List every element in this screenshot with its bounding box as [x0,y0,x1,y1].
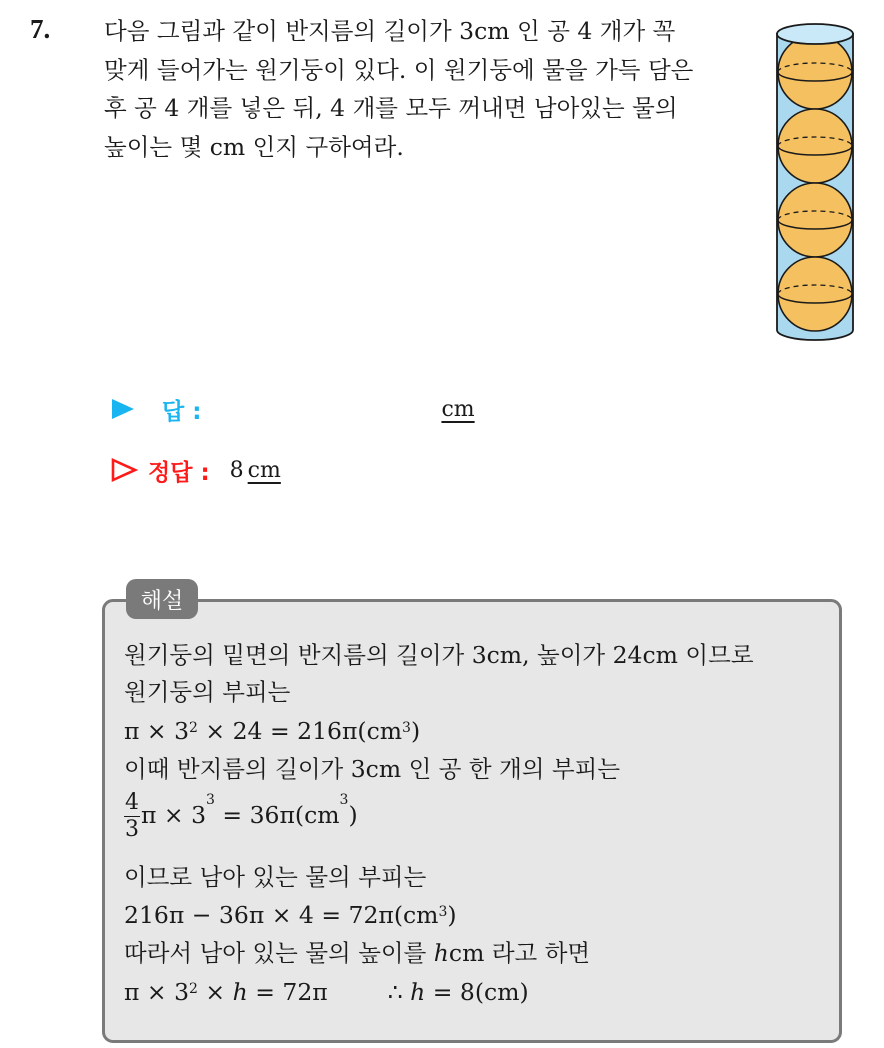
explanation-formula-height: $\pi \times 3^2 \times h = 72\pi$ ∴ h = 8(cm) [124,978,529,1006]
question-line: 맞게 들어가는 원기둥이 있다. 이 원기둥에 물을 가득 담은 [104,55,694,84]
ball [778,183,852,257]
outline-arrow-icon [110,457,138,483]
question-line: 다음 그림과 같이 반지름의 길이가 3cm 인 공 4 개가 꼭 [104,17,676,45]
play-arrow-icon [110,397,136,421]
explanation-formula-cylinder-volume: $\pi \times 3^2 \times 24 = 216\pi(cm^3)$ [124,717,421,745]
correct-answer-value: 8 [229,457,244,483]
cylinder-top [777,24,853,44]
explanation-line-8: 따라서 남아 있는 물의 높이를 hcm 라고 하면 [124,939,591,967]
ball [778,257,852,331]
correct-answer-row [110,452,281,488]
question-text [104,12,754,166]
ball [778,109,852,183]
answer-row [110,391,475,427]
explanation-line-6: 이므로 남아 있는 물의 부피는 [124,863,427,891]
question-line: 후 공 4 개를 넣은 뒤, 4 개를 모두 꺼내면 남아있는 물의 [104,94,678,122]
ball [778,35,852,109]
explanation-tag: 해설 [126,579,198,619]
fraction: $\frac{4}{3}$ [125,790,139,842]
cylinder-with-balls-figure [772,18,858,348]
question-line: 높이는 몇 cm 인지 구하여라. [104,132,404,161]
explanation-formula-ball-volume: $\frac{4}{3}$ $\pi \times 3^3 = 36\pi(cm^3)$ [125,790,358,842]
explanation-line-2: 원기둥의 부피는 [124,678,291,706]
explanation-line-1: 원기둥의 밑면의 반지름의 길이가 3cm, 높이가 24cm 이므로 [124,641,754,669]
answer-label: 답 : [162,398,202,425]
answer-unit: cm [441,396,475,422]
correct-answer-label: 정답 : [148,459,210,486]
explanation-formula-remaining-volume: $216\pi - 36\pi \times 4 = 72\pi(cm^3)$ [124,901,457,929]
explanation-line-4: 이때 반지름의 길이가 3cm 인 공 한 개의 부피는 [124,755,621,783]
correct-answer-unit: cm [247,457,281,483]
question-number: 7. [30,14,51,44]
